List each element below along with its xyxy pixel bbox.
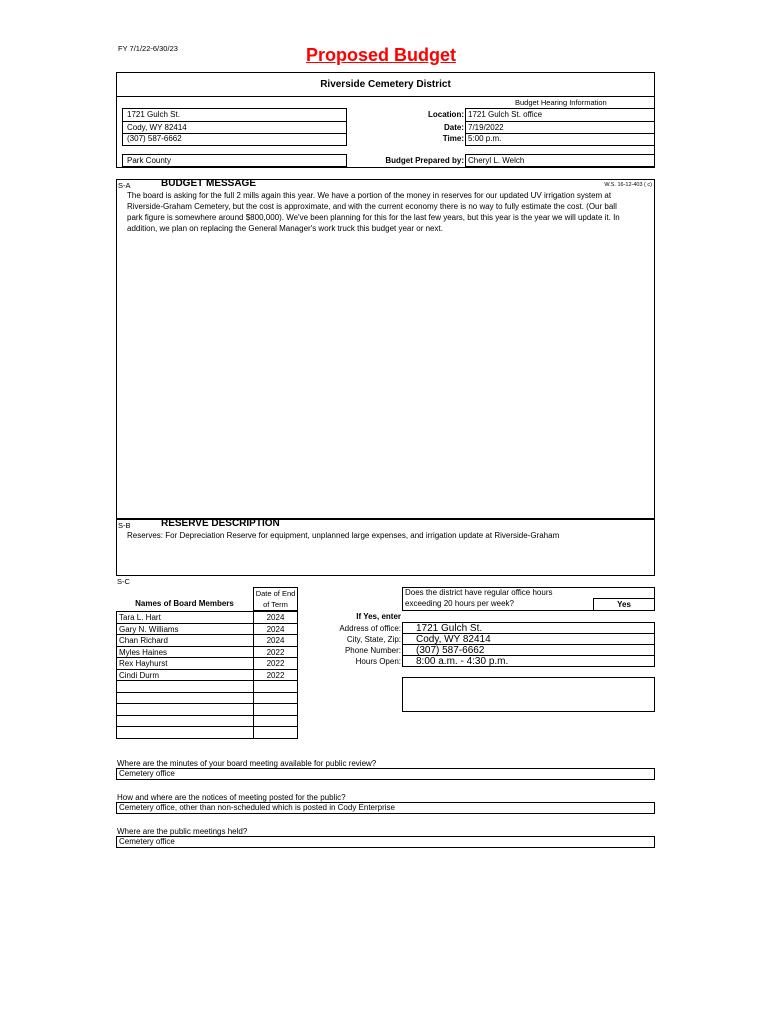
board-member-term[interactable]: 2024 xyxy=(253,623,298,636)
office-phone-label: Phone Number: xyxy=(344,646,401,655)
office-city-label: City, State, Zip: xyxy=(346,635,401,644)
statute-reference: W.S. 16-12-403 ( c) xyxy=(604,182,652,188)
budget-message-line: park figure is somewhere around $800,000). We've been planning for this for the last few years, but this year is the year we will update it. In xyxy=(127,213,620,222)
office-hours-label: Hours Open: xyxy=(355,657,401,666)
location-label: Location: xyxy=(428,110,464,119)
address-phone: (307) 587-6662 xyxy=(127,134,182,143)
board-member-name[interactable]: Chan Richard xyxy=(116,634,254,647)
office-address-label: Address of office: xyxy=(339,624,401,633)
budget-message-code: S-A xyxy=(118,181,131,190)
office-address-field[interactable]: 1721 Gulch St. xyxy=(402,622,655,634)
fiscal-year: FY 7/1/22-6/30/23 xyxy=(118,44,178,53)
board-member-term[interactable] xyxy=(253,726,298,739)
prepared-by-label: Budget Prepared by: xyxy=(385,156,464,165)
office-notes-box[interactable] xyxy=(402,677,655,712)
term-header-line2: of Term xyxy=(263,600,288,609)
board-member-name[interactable]: Rex Hayhurst xyxy=(116,657,254,670)
reserve-heading: RESERVE DESCRIPTION xyxy=(161,518,280,529)
time-value: 5:00 p.m. xyxy=(468,134,502,143)
address-city: Cody, WY 82414 xyxy=(127,123,187,132)
office-hours-question-line1: Does the district have regular office hours xyxy=(405,588,553,597)
divider xyxy=(122,121,347,122)
board-member-name[interactable] xyxy=(116,726,254,739)
office-phone-field[interactable]: (307) 587-6662 xyxy=(402,644,655,656)
office-hours-answer: Yes xyxy=(617,600,631,609)
page-title: Proposed Budget xyxy=(306,45,457,65)
minutes-question: Where are the minutes of your board meeting available for public review? xyxy=(117,759,377,768)
board-member-term[interactable]: 2024 xyxy=(253,634,298,647)
term-header-line1: Date of End xyxy=(255,589,296,598)
board-member-term[interactable]: 2022 xyxy=(253,657,298,670)
budget-message-line: Riverside-Graham Cemetery, but the cost is approximate, and with the current economy there is no way to fully estimate the cost. (Our ball xyxy=(127,202,617,211)
hearing-heading: Budget Hearing Information xyxy=(515,98,607,107)
minutes-answer[interactable]: Cemetery office xyxy=(116,768,655,780)
names-header: Names of Board Members xyxy=(135,599,234,608)
board-section-code: S-C xyxy=(117,577,130,586)
board-member-name[interactable]: Tara L. Hart xyxy=(116,611,254,624)
district-name: Riverside Cemetery District xyxy=(320,79,451,90)
office-city-field[interactable]: Cody, WY 82414 xyxy=(402,633,655,645)
board-member-name[interactable]: Myles Haines xyxy=(116,646,254,659)
date-label: Date: xyxy=(443,123,464,132)
meetings-question: Where are the public meetings held? xyxy=(117,827,248,836)
budget-message-heading: BUDGET MESSAGE xyxy=(161,178,257,189)
board-member-name[interactable]: Cindi Durm xyxy=(116,669,254,682)
location-value: 1721 Gulch St. office xyxy=(468,110,543,119)
office-hours-question-line2: exceeding 20 hours per week? xyxy=(405,599,514,608)
date-value: 7/19/2022 xyxy=(468,123,504,132)
meetings-answer[interactable]: Cemetery office xyxy=(116,836,655,848)
budget-message-line: The board is asking for the full 2 mills again this year. We have a portion of the money in reserves for our updated UV irrigation system at xyxy=(127,191,612,200)
divider xyxy=(116,96,655,97)
county: Park County xyxy=(127,156,172,165)
reserve-code: S-B xyxy=(118,521,131,530)
board-member-term[interactable]: 2024 xyxy=(253,611,298,624)
if-yes-label: If Yes, enter xyxy=(356,612,401,621)
budget-message-line: addition, we plan on replacing the General Manager's work truck this budget year or next. xyxy=(127,224,443,233)
time-label: Time: xyxy=(442,134,464,143)
notices-answer[interactable]: Cemetery office, other than non-scheduled which is posted in Cody Enterprise xyxy=(116,802,655,814)
notices-question: How and where are the notices of meeting posted for the public? xyxy=(117,793,346,802)
divider xyxy=(465,121,655,122)
board-member-term[interactable]: 2022 xyxy=(253,646,298,659)
reserve-text: Reserves: For Depreciation Reserve for equipment, unplanned large expenses, and irrigation update at Riverside-Graham xyxy=(127,531,560,540)
office-hours-field[interactable]: 8:00 a.m. - 4:30 p.m. xyxy=(402,655,655,667)
board-member-name[interactable]: Gary N. Williams xyxy=(116,623,254,636)
board-member-term[interactable]: 2022 xyxy=(253,669,298,682)
address-street: 1721 Gulch St. xyxy=(127,110,180,119)
prepared-by-value: Cheryl L. Welch xyxy=(468,156,525,165)
